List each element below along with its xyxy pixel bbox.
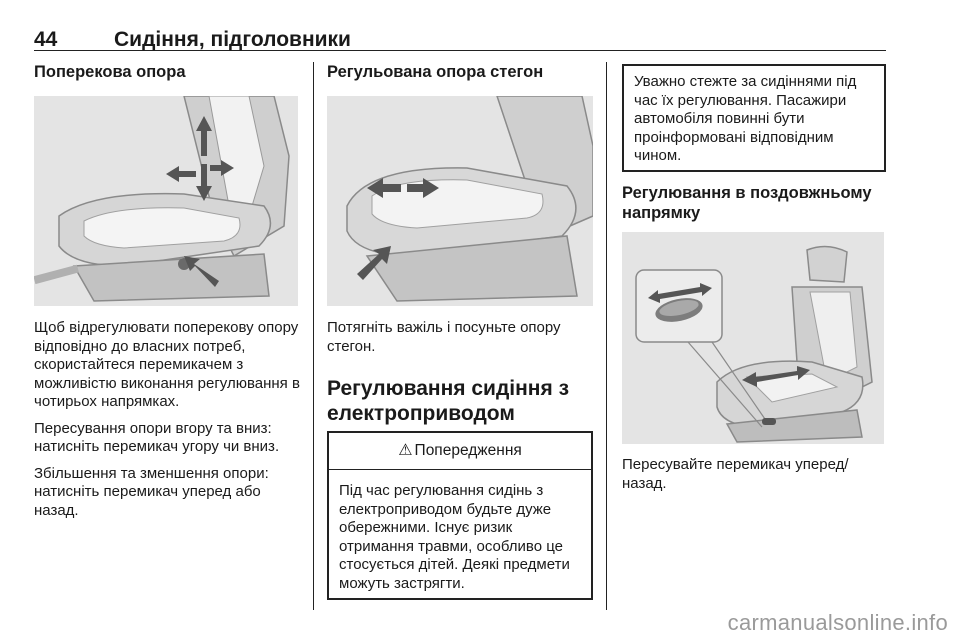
power-seat-section bbox=[327, 376, 593, 426]
power-seat-heading: Регулювання сидіння з електроприводом bbox=[327, 377, 570, 425]
page-title: Сидіння, підголовники bbox=[114, 28, 351, 51]
longitudinal-adjustment-illustration bbox=[622, 232, 884, 444]
column-divider bbox=[606, 62, 607, 610]
longitudinal-paragraph: Пересувайте перемикач уперед/назад. bbox=[622, 456, 849, 492]
watermark-text: carmanualsonline.info bbox=[727, 610, 948, 635]
warning-header bbox=[329, 433, 591, 470]
warning-box bbox=[327, 431, 593, 600]
warning-title: Попередження bbox=[414, 442, 522, 459]
page-header bbox=[34, 28, 886, 51]
column-lumbar-support bbox=[34, 62, 300, 82]
column-thigh-support bbox=[327, 62, 593, 82]
note-text: Уважно стежте за сидіннями під час їх регулювання. Пасажири автомобіля повинні бути проінформовані відповідним чином. bbox=[634, 73, 857, 164]
lumbar-paragraph-2: Пересування опори вгору та вниз: натисніть перемикач угору чи вниз. bbox=[34, 419, 280, 455]
page-number: 44 bbox=[34, 28, 58, 51]
thigh-text bbox=[327, 319, 593, 356]
thigh-support-illustration bbox=[327, 96, 593, 306]
thigh-heading: Регульована опора стегон bbox=[327, 63, 544, 81]
note-box bbox=[622, 64, 886, 172]
longitudinal-heading: Регулювання в поздовжньому напрямку bbox=[622, 184, 872, 222]
longitudinal-section bbox=[622, 183, 888, 223]
lumbar-heading: Поперекова опора bbox=[34, 63, 186, 81]
column-divider bbox=[313, 62, 314, 610]
lumbar-text bbox=[34, 319, 300, 520]
warning-text: Під час регулювання сидінь з електроприводом будьте дуже обережними. Існує ризик отримання травми, особливо це стосується дітей. Деякі предмети можуть застрягти. bbox=[339, 482, 570, 592]
thigh-paragraph: Потягніть важіль і посуньте опору стегон. bbox=[327, 319, 561, 355]
longitudinal-text bbox=[622, 456, 888, 493]
warning-body bbox=[329, 470, 591, 593]
lumbar-paragraph-1: Щоб відрегулювати поперекову опору відповідно до власних потреб, скористайтеся перемикачем з можливістю виконання регулювання в чотирьох напрямках. bbox=[34, 319, 300, 410]
warning-icon: ⚠ bbox=[398, 442, 413, 459]
lumbar-support-illustration bbox=[34, 96, 298, 306]
lumbar-paragraph-3: Збільшення та зменшення опори: натисніть перемикач уперед або назад. bbox=[34, 464, 269, 519]
